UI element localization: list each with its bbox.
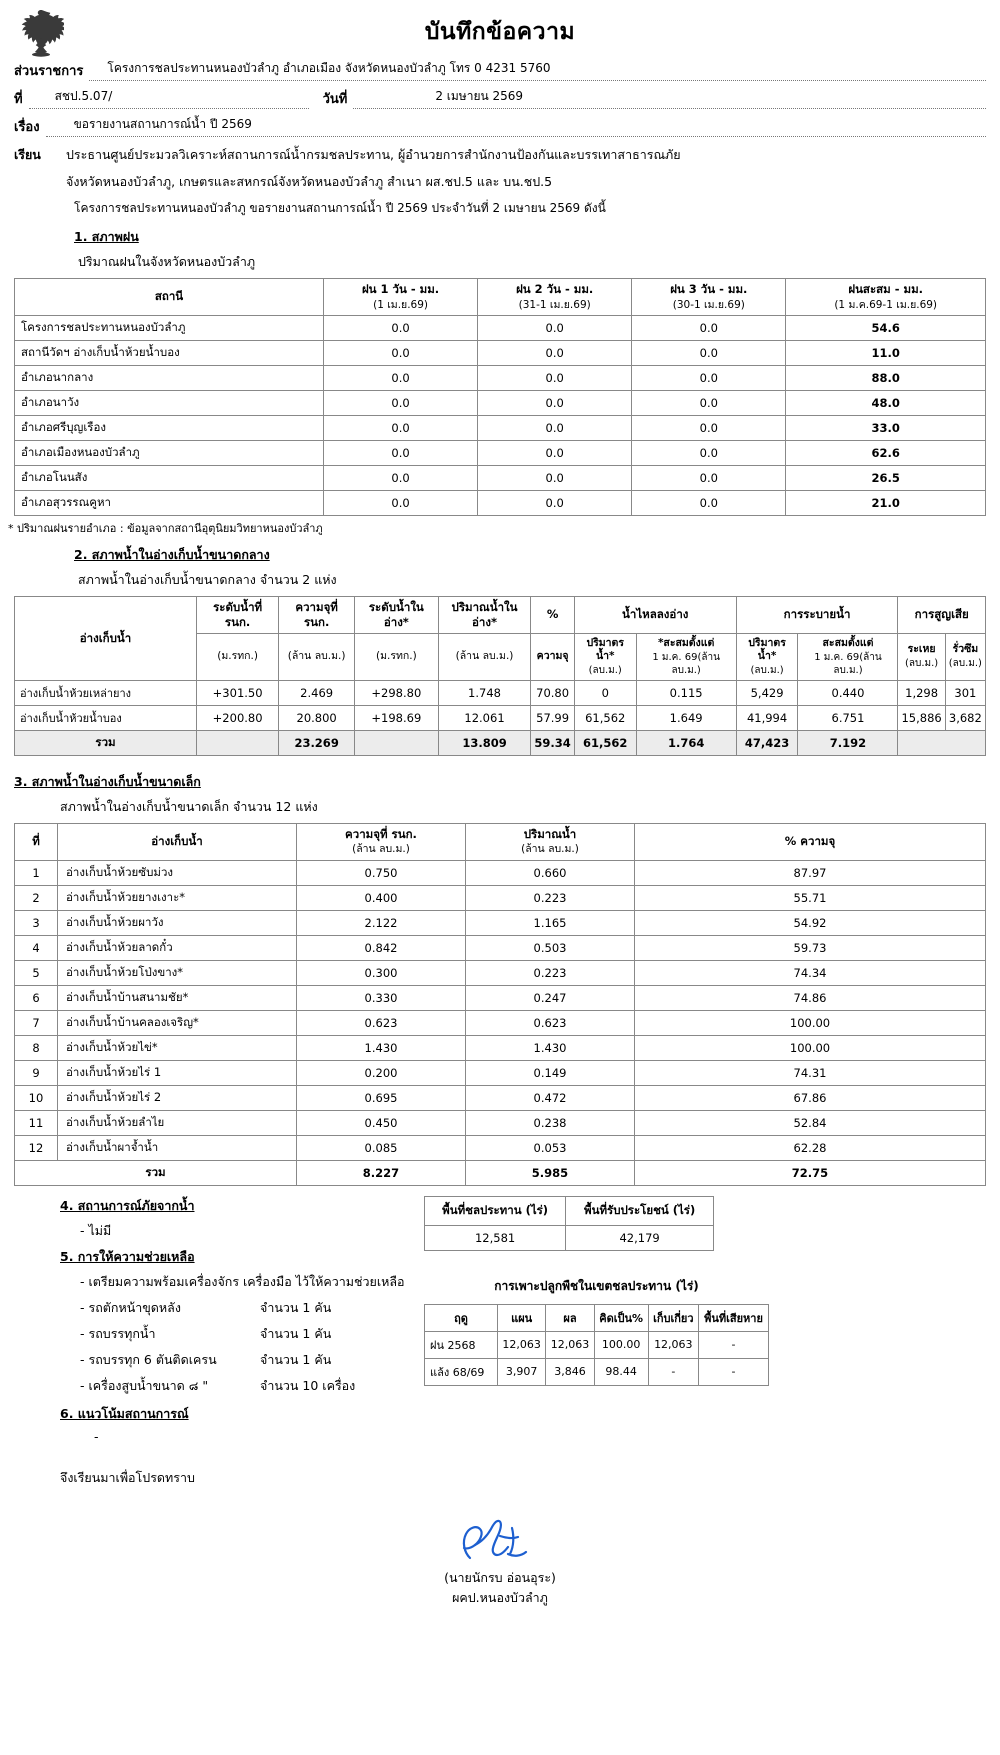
cell-release-acc: 0.440 [798,680,898,705]
cell-index: 2 [15,885,58,910]
cell-evap: 1,298 [898,680,945,705]
sub-level-now: (ม.รทก.) [355,633,439,680]
cell-release-vol: 5,429 [736,680,798,705]
cell-station: อำเภอโนนสัง [15,465,324,490]
cell-capacity: 0.300 [297,960,466,985]
table-row [15,935,986,960]
cell-rain-accum: 48.0 [786,390,986,415]
cell-level-now: +198.69 [355,705,439,730]
cell-rain-accum: 88.0 [786,365,986,390]
cell-cap-full: 20.800 [279,705,355,730]
recipient-line-2: จังหวัดหนองบัวลำภู, เกษตรและสหกรณ์จังหวัดหนองบัวลำภู สำเนา ผส.ชป.5 และ บน.ชป.5 [66,174,553,189]
docno-label: ที่ [14,92,23,107]
cell-rain-3day: 0.0 [632,315,786,340]
cell-rain-1day: 0.0 [324,365,478,390]
table-row [15,885,986,910]
sub-inflow-acc: *สะสมตั้งแต่ 1 ม.ค. 69(ล้าน ลบ.ม.) [636,633,736,680]
table-header-group-row [15,596,986,633]
cell-hatch [355,730,439,755]
cell-rain-3day: 0.0 [632,415,786,440]
cell-index: 7 [15,1010,58,1035]
docno-value: สชป.5.07/ [54,89,113,103]
cell-percent: 67.86 [635,1085,986,1110]
table-row [15,860,986,885]
col-rain-accum: ฝนสะสม - มม. (1 ม.ค.69-1 เม.ย.69) [786,279,986,316]
cell-index: 9 [15,1060,58,1085]
lower-left [14,1196,414,1450]
col-reservoir-name: อ่างเก็บน้ำ [58,823,297,860]
cell-rain-3day: 0.0 [632,465,786,490]
table-row [15,1035,986,1060]
cell-volume: 0.503 [466,935,635,960]
cell-volume: 0.472 [466,1085,635,1110]
spacer [14,172,66,192]
table-row [15,465,986,490]
table-total-row [15,1160,986,1185]
table-row [15,490,986,515]
cell-capacity: 0.695 [297,1085,466,1110]
page-title: บันทึกข้อความ [424,19,576,45]
cell-rain-3day: 0.0 [632,340,786,365]
date-value-line [353,91,986,109]
signature-icon [440,1514,560,1568]
cell-station: อำเภอสุวรรณคูหา [15,490,324,515]
cell-rain-3day: 0.0 [632,490,786,515]
cell-total-inflow-acc: 1.764 [636,730,736,755]
cell-index: 8 [15,1035,58,1060]
cell-inflow-vol: 0 [574,680,636,705]
equipment-value: จำนวน 10 เครื่อง [260,1377,356,1393]
cell-actual: 3,846 [546,1358,594,1385]
table-row [425,1331,769,1358]
cell-capacity: 0.085 [297,1135,466,1160]
group-loss: การสูญเสีย [898,596,986,633]
cell-reservoir-name: อ่างเก็บน้ำห้วยไร่ 2 [58,1085,297,1110]
table-row [15,960,986,985]
col-benefit-area: พื้นที่รับประโยชน์ (ไร่) [566,1196,714,1225]
signer-name: (นายนักรบ อ่อนอุระ) [444,1569,556,1585]
cell-rain-1day: 0.0 [324,440,478,465]
cell-station: โครงการชลประทานหนองบัวลำภู [15,315,324,340]
equipment-value: จำนวน 1 คัน [260,1299,332,1315]
table-row [15,340,986,365]
section-2-subheading: สภาพน้ำในอ่างเก็บน้ำขนาดกลาง จำนวน 2 แห่ง [78,571,337,587]
cell-index: 6 [15,985,58,1010]
cell-reservoir-name: อ่างเก็บน้ำห้วยไข่* [58,1035,297,1060]
cell-station: อำเภอนากลาง [15,365,324,390]
crop-table-caption: การเพาะปลูกพืชในเขตชลประทาน (ไร่) [494,1278,699,1293]
cell-pct: 98.44 [594,1358,648,1385]
col-level-full: ระดับน้ำที่ รนก. [197,596,279,633]
cell-percent: 62.28 [635,1135,986,1160]
cell-rain-1day: 0.0 [324,490,478,515]
cell-index: 4 [15,935,58,960]
cell-total-cap-full: 23.269 [279,730,355,755]
cell-capacity: 0.842 [297,935,466,960]
cell-rain-3day: 0.0 [632,365,786,390]
cell-index: 12 [15,1135,58,1160]
cell-total-release-vol: 47,423 [736,730,798,755]
sub-cap-full: (ล้าน ลบ.ม.) [279,633,355,680]
cell-season: แล้ง 68/69 [425,1358,498,1385]
table-header-row [15,279,986,316]
equipment-label: - รถบรรทุกน้ำ [80,1325,156,1341]
sub-evap: ระเหย (ลบ.ม.) [898,633,945,680]
cell-rain-accum: 26.5 [786,465,986,490]
cell-plan: 12,063 [498,1331,546,1358]
cell-percent: 74.34 [635,960,986,985]
cell-station: อำเภอศรีบุญเรือง [15,415,324,440]
cell-reservoir-name: อ่างเก็บน้ำห้วยยางเงาะ* [58,885,297,910]
cell-reservoir-name: อ่างเก็บน้ำบ้านสนามชัย* [58,985,297,1010]
cell-volume: 0.238 [466,1110,635,1135]
cell-percent: 100.00 [635,1010,986,1035]
equipment-item [80,1350,414,1370]
section-5-intro: - เตรียมความพร้อมเครื่องจักร เครื่องมือ ไว้ให้ความช่วยเหลือ [80,1273,405,1289]
cell-plan: 3,907 [498,1358,546,1385]
table-row [15,680,986,705]
cell-volume: 0.149 [466,1060,635,1085]
body-intro [0,145,1000,218]
section-5-items [14,1298,414,1396]
cell-reservoir-name: อ่างเก็บน้ำห้วยโป่งขาง* [58,960,297,985]
cell-volume: 0.223 [466,885,635,910]
sub-release-vol: ปริมาตรน้ำ* (ลบ.ม.) [736,633,798,680]
cell-rain-1day: 0.0 [324,390,478,415]
cell-harvest: 12,063 [648,1331,698,1358]
equipment-label: - เครื่องสูบน้ำขนาด ๘ " [80,1377,209,1393]
cell-pct: 57.99 [531,705,574,730]
col-irrigated-area: พื้นที่ชลประทาน (ไร่) [425,1196,566,1225]
equipment-item [80,1376,414,1396]
table-row [15,415,986,440]
col-station: สถานี [15,279,324,316]
cell-level-full: +200.80 [197,705,279,730]
cell-rain-accum: 11.0 [786,340,986,365]
crop-table-wrap [424,1277,986,1386]
medium-reservoir-table [14,596,986,756]
col-cap-full: ความจุที่ รนก. [279,596,355,633]
cell-volume: 1.430 [466,1035,635,1060]
agency-value-line [89,63,986,81]
table-row [15,440,986,465]
col-vol-now: ปริมาณน้ำในอ่าง* [438,596,531,633]
section-3-subheading: สภาพน้ำในอ่างเก็บน้ำขนาดเล็ก จำนวน 12 แห่ง [60,798,318,814]
cell-index: 5 [15,960,58,985]
col-percent: % ความจุ [635,823,986,860]
cell-rain-2day: 0.0 [478,415,632,440]
equipment-label: - รถบรรทุก 6 ตันติดเครน [80,1351,217,1367]
col-plan: แผน [498,1304,546,1331]
lower-sections [0,1196,1000,1450]
sub-vol-now: (ล้าน ลบ.ม.) [438,633,531,680]
cell-percent: 52.84 [635,1110,986,1135]
table-row [15,910,986,935]
cell-reservoir-name: อ่างเก็บน้ำห้วยลำไย [58,1110,297,1135]
table-header-row [15,823,986,860]
cell-capacity: 1.430 [297,1035,466,1060]
cell-inflow-vol: 61,562 [574,705,636,730]
sub-pct: ความจุ [531,633,574,680]
col-level-now: ระดับน้ำในอ่าง* [355,596,439,633]
table-row [15,705,986,730]
table-row [15,390,986,415]
table-row [15,985,986,1010]
table-header-row [425,1196,714,1225]
cell-rain-2day: 0.0 [478,440,632,465]
cell-percent: 54.92 [635,910,986,935]
section-5-heading: 5. การให้ความช่วยเหลือ [60,1248,195,1264]
section-6-heading: 6. แนวโน้มสถานการณ์ [60,1405,189,1421]
cell-capacity: 0.400 [297,885,466,910]
cell-capacity: 0.623 [297,1010,466,1035]
cell-rain-3day: 0.0 [632,390,786,415]
cell-pct: 70.80 [531,680,574,705]
cell-volume: 0.223 [466,960,635,985]
cell-capacity: 0.750 [297,860,466,885]
cell-total-capacity: 8.227 [297,1160,466,1185]
section-1-subheading: ปริมาณฝนในจังหวัดหนองบัวลำภู [78,254,256,269]
cell-reservoir-name: อ่างเก็บน้ำผาจ้ำน้ำ [58,1135,297,1160]
col-reservoir: อ่างเก็บน้ำ [15,596,197,680]
small-reservoir-table [14,823,986,1186]
cell-index: 3 [15,910,58,935]
subject-label: เรื่อง [14,120,40,135]
cell-season: ฝน 2568 [425,1331,498,1358]
section-4-heading: 4. สถานการณ์ภัยจากน้ำ [60,1197,195,1213]
cell-benefit-area: 42,179 [566,1225,714,1250]
cell-volume: 0.623 [466,1010,635,1035]
cell-reservoir-name: อ่างเก็บน้ำบ้านคลองเจริญ* [58,1010,297,1035]
cell-total-label: รวม [15,730,197,755]
cell-rain-1day: 0.0 [324,465,478,490]
cell-pct: 100.00 [594,1331,648,1358]
cell-reservoir-name: อ่างเก็บน้ำห้วยซับม่วง [58,860,297,885]
table-row [425,1225,714,1250]
table-total-row [15,730,986,755]
cell-reservoir-name: อ่างเก็บน้ำห้วยไร่ 1 [58,1060,297,1085]
table-row [15,1010,986,1035]
table-row [15,1085,986,1110]
cell-capacity: 2.122 [297,910,466,935]
cell-index: 1 [15,860,58,885]
col-pct: % [531,596,574,633]
cell-percent: 74.31 [635,1060,986,1085]
signer-position: ผคป.หนองบัวลำภู [452,1589,548,1605]
cell-vol-now: 12.061 [438,705,531,730]
cell-index: 11 [15,1110,58,1135]
recipient-label: เรียน [14,147,41,162]
col-actual: ผล [546,1304,594,1331]
cell-total-inflow-vol: 61,562 [574,730,636,755]
cell-rain-1day: 0.0 [324,340,478,365]
cell-volume: 0.660 [466,860,635,885]
col-volume: ปริมาณน้ำ (ล้าน ลบ.ม.) [466,823,635,860]
docno-date-row [14,88,986,109]
col-rain-3day: ฝน 3 วัน - มม. (30-1 เม.ย.69) [632,279,786,316]
cell-rain-2day: 0.0 [478,340,632,365]
cell-capacity: 0.200 [297,1060,466,1085]
col-capacity: ความจุที่ รนก. (ล้าน ลบ.ม.) [297,823,466,860]
section-2-heading: 2. สภาพน้ำในอ่างเก็บน้ำขนาดกลาง [74,546,270,562]
cell-station: อำเภอเมืองหนองบัวลำภู [15,440,324,465]
recipient-row [14,145,986,165]
section-1-heading: 1. สภาพฝน [74,229,139,244]
cell-hatch [197,730,279,755]
col-season: ฤดู [425,1304,498,1331]
cell-leak: 301 [945,680,985,705]
cell-capacity: 0.450 [297,1110,466,1135]
cell-percent: 100.00 [635,1035,986,1060]
table-header-row [425,1304,769,1331]
cell-index: 10 [15,1085,58,1110]
cell-level-now: +298.80 [355,680,439,705]
col-rain-1day: ฝน 1 วัน - มม. (1 เม.ย.69) [324,279,478,316]
cell-total-pct: 59.34 [531,730,574,755]
recipient-line-1: ประธานศูนย์ประมวลวิเคราะห์สถานการณ์น้ำกรมชลประทาน, ผู้อำนวยการสำนักงานป้องกันและบรรเทาสาธารณภัย [66,147,681,162]
agency-label: ส่วนราชการ [14,64,84,79]
cell-release-vol: 41,994 [736,705,798,730]
signature-block [0,1514,1000,1608]
cell-reservoir-name: อ่างเก็บน้ำห้วยน้ำบอง [15,705,197,730]
col-harvest: เก็บเกี่ยว [648,1304,698,1331]
subject-value: ขอรายงานสถานการณ์น้ำ ปี 2569 [73,117,252,131]
cell-leak: 3,682 [945,705,985,730]
table-row [15,1135,986,1160]
cell-volume: 0.053 [466,1135,635,1160]
cell-total-volume: 5.985 [466,1160,635,1185]
cell-percent: 74.86 [635,985,986,1010]
cell-rain-1day: 0.0 [324,315,478,340]
cell-damage: - [699,1331,769,1358]
equipment-label: - รถตักหน้าขุดหลัง [80,1299,181,1315]
cell-actual: 12,063 [546,1331,594,1358]
closing-text: จึงเรียนมาเพื่อโปรดทราบ [60,1469,195,1485]
cell-reservoir-name: อ่างเก็บน้ำห้วยผาวัง [58,910,297,935]
cell-volume: 1.165 [466,910,635,935]
equipment-value: จำนวน 1 คัน [260,1351,332,1367]
section-1-footnote: * ปริมาณฝนรายอำเภอ : ข้อมูลจากสถานีอุตุนิยมวิทยาหนองบัวลำภู [8,521,323,535]
section-3-heading: 3. สภาพน้ำในอ่างเก็บน้ำขนาดเล็ก [14,773,201,789]
cell-hatch [898,730,986,755]
cell-rain-2day: 0.0 [478,365,632,390]
lower-right [414,1196,986,1450]
date-value: 2 เมษายน 2569 [435,89,524,103]
cell-rain-3day: 0.0 [632,440,786,465]
cell-inflow-acc: 1.649 [636,705,736,730]
sub-level-full: (ม.รทก.) [197,633,279,680]
cell-station: สถานีวัดฯ อ่างเก็บน้ำห้วยน้ำบอง [15,340,324,365]
cell-evap: 15,886 [898,705,945,730]
sub-inflow-vol: ปริมาตรน้ำ* (ลบ.ม.) [574,633,636,680]
docno-value-line [29,91,309,109]
table-row [15,1060,986,1085]
table-row [15,365,986,390]
cell-cap-full: 2.469 [279,680,355,705]
equipment-value: จำนวน 1 คัน [260,1325,332,1341]
cell-irrigated-area: 12,581 [425,1225,566,1250]
col-rain-2day: ฝน 2 วัน - มม. (31-1 เม.ย.69) [478,279,632,316]
subject-row [14,116,986,137]
cell-rain-accum: 62.6 [786,440,986,465]
cell-volume: 0.247 [466,985,635,1010]
cell-capacity: 0.330 [297,985,466,1010]
header-meta [0,60,1000,137]
cell-rain-1day: 0.0 [324,415,478,440]
cell-rain-2day: 0.0 [478,465,632,490]
cell-total-percent: 72.75 [635,1160,986,1185]
cell-total-vol-now: 13.809 [438,730,531,755]
cell-damage: - [699,1358,769,1385]
group-release: การระบายน้ำ [736,596,898,633]
group-inflow: น้ำไหลลงอ่าง [574,596,736,633]
cell-rain-accum: 54.6 [786,315,986,340]
cell-percent: 59.73 [635,935,986,960]
cell-rain-2day: 0.0 [478,315,632,340]
cell-total-label: รวม [15,1160,297,1185]
cell-level-full: +301.50 [197,680,279,705]
cell-station: อำเภอนาวัง [15,390,324,415]
intro-paragraph: โครงการชลประทานหนองบัวลำภู ขอรายงานสถานการณ์น้ำ ปี 2569 ประจำวันที่ 2 เมษายน 2569 ดังนี้ [74,201,606,215]
table-row [15,315,986,340]
garuda-emblem-icon [18,8,64,60]
subject-value-line [46,119,986,137]
col-damage: พื้นที่เสียหาย [699,1304,769,1331]
irrigation-area-table [424,1196,714,1251]
rainfall-table [14,278,986,516]
cell-percent: 87.97 [635,860,986,885]
recipient-row-2 [14,172,986,192]
cell-rain-2day: 0.0 [478,490,632,515]
document-header [0,0,1000,60]
sub-leak: รั่วซึม (ลบ.ม.) [945,633,985,680]
cell-total-release-acc: 7.192 [798,730,898,755]
table-row [425,1358,769,1385]
cell-rain-accum: 21.0 [786,490,986,515]
cell-vol-now: 1.748 [438,680,531,705]
col-index: ที่ [15,823,58,860]
cell-inflow-acc: 0.115 [636,680,736,705]
cell-release-acc: 6.751 [798,705,898,730]
date-label: วันที่ [322,92,348,107]
equipment-item [80,1298,414,1318]
cell-harvest: - [648,1358,698,1385]
equipment-item [80,1324,414,1344]
cell-rain-2day: 0.0 [478,390,632,415]
crop-planting-table [424,1304,769,1386]
cell-reservoir-name: อ่างเก็บน้ำห้วยเหล่ายาง [15,680,197,705]
table-row [15,1110,986,1135]
cell-percent: 55.71 [635,885,986,910]
section-4-item: - ไม่มี [80,1222,112,1238]
agency-row [14,60,986,81]
col-pct: คิดเป็น% [594,1304,648,1331]
cell-reservoir-name: อ่างเก็บน้ำห้วยลาดกั๋ว [58,935,297,960]
agency-value: โครงการชลประทานหนองบัวลำภู อำเภอเมือง จังหวัดหนองบัวลำภู โทร 0 4231 5760 [107,61,551,75]
section-6-item: - [94,1428,99,1444]
cell-rain-accum: 33.0 [786,415,986,440]
sub-release-acc: สะสมตั้งแต่ 1 ม.ค. 69(ล้าน ลบ.ม.) [798,633,898,680]
